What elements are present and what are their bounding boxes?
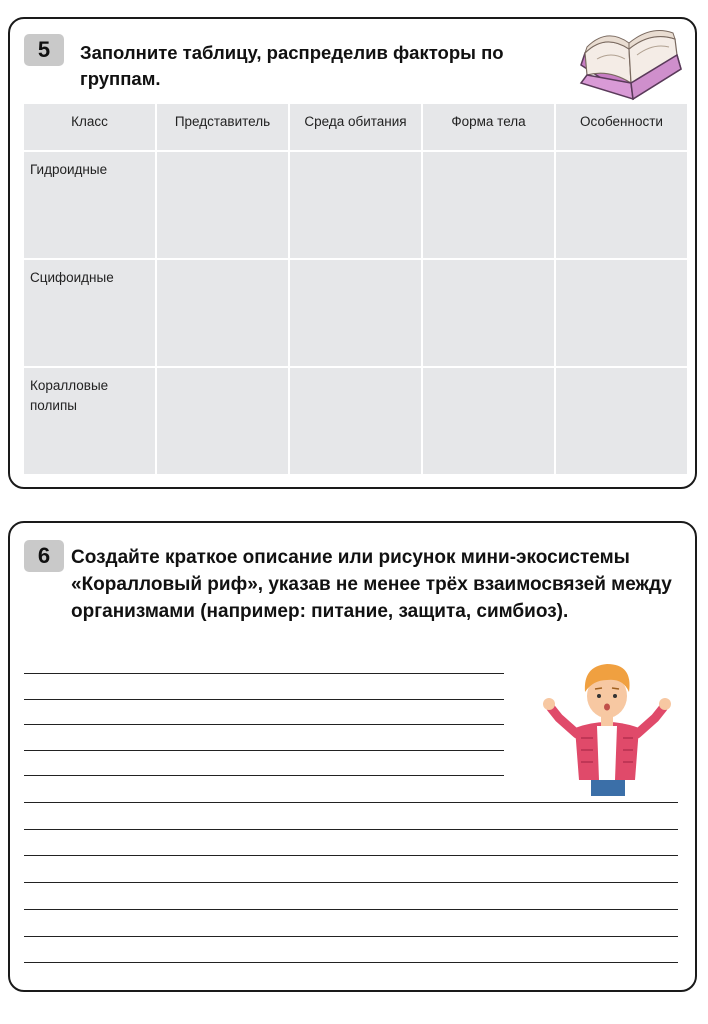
writing-line[interactable] [24,962,678,963]
writing-line[interactable] [24,829,678,830]
writing-line[interactable] [24,775,504,776]
header-body-shape: Форма тела [422,103,555,151]
writing-line[interactable] [24,699,504,700]
writing-line[interactable] [24,750,504,751]
header-class: Класс [23,103,156,151]
answer-cell[interactable] [156,151,289,259]
table-row [23,259,688,367]
answer-cell[interactable] [156,259,289,367]
task-5-instruction: Заполните таблицу, распределив факторы по группам. [80,42,504,89]
writing-line[interactable] [24,673,504,674]
writing-line[interactable] [24,855,678,856]
answer-cell[interactable] [555,151,688,259]
header-habitat: Среда обитания [289,103,422,151]
row-label: Гидроидные [23,151,156,259]
task-number-badge: 6 [24,540,64,572]
answer-cell[interactable] [422,151,555,259]
task-6-instruction: Создайте краткое описание или рисунок мини-экосистемы «Коралловый риф», указав не менее трёх взаимосвязей между организмами (например: питание, защита, симбиоз). [71,547,672,622]
answer-cell[interactable] [555,367,688,475]
task-6-card [8,521,697,992]
table-header-row [23,103,688,151]
answer-cell[interactable] [422,367,555,475]
answer-cell[interactable] [555,259,688,367]
answer-cell[interactable] [289,259,422,367]
answer-cell[interactable] [289,151,422,259]
shrugging-person-icon [537,658,677,798]
classification-table [22,102,689,476]
task-number-badge: 5 [24,34,64,66]
answer-cell[interactable] [156,367,289,475]
writing-line[interactable] [24,882,678,883]
row-label: Коралловые полипы [23,367,156,475]
book-icon [573,25,685,101]
header-representative: Представитель [156,103,289,151]
table-row [23,367,688,475]
task-5-card [8,17,697,489]
writing-line[interactable] [24,909,678,910]
answer-cell[interactable] [289,367,422,475]
table-row [23,151,688,259]
writing-line[interactable] [24,724,504,725]
writing-line[interactable] [24,802,678,803]
answer-cell[interactable] [422,259,555,367]
writing-line[interactable] [24,936,678,937]
row-label: Сцифоидные [23,259,156,367]
header-features: Особенности [555,103,688,151]
